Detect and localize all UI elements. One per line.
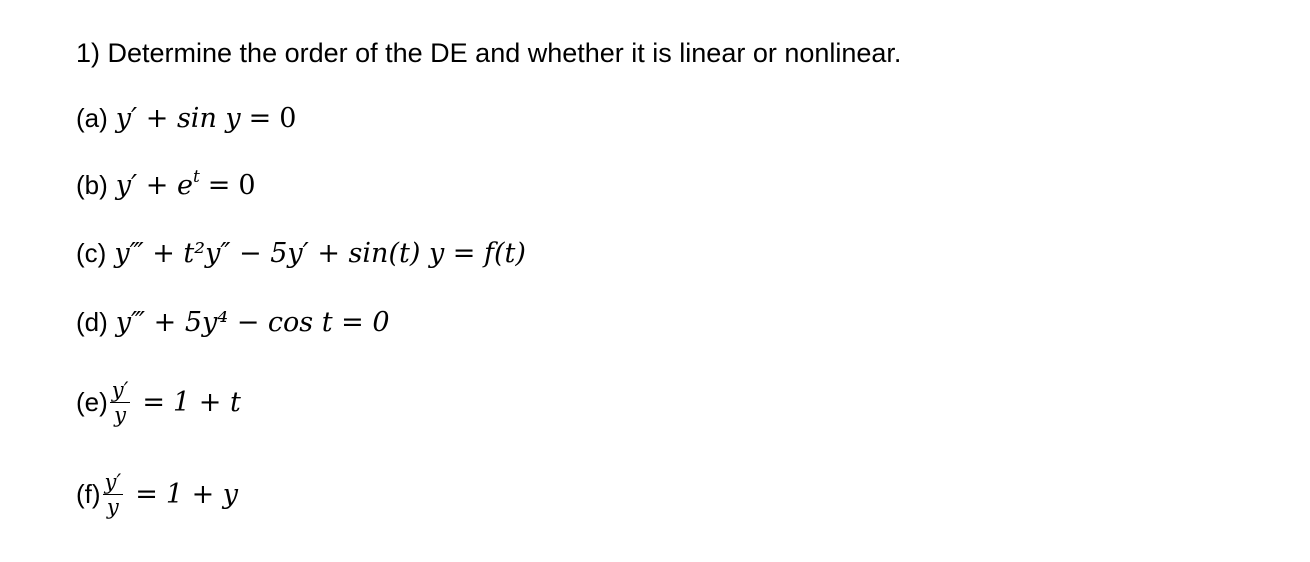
item-d-expression: y‴ + 5y⁴ − cos t = 0 [115, 307, 390, 338]
item-f [76, 470, 238, 519]
item-e-equals: = [142, 387, 166, 418]
item-d [76, 307, 390, 338]
item-f-equals: = [135, 479, 158, 510]
item-e-label: (e) [76, 387, 108, 417]
item-a [76, 103, 296, 134]
item-e-denominator: y [114, 403, 127, 427]
item-a-equation [116, 103, 297, 134]
item-d-equation [116, 307, 390, 338]
item-d-label: (d) [76, 307, 108, 337]
item-f-fraction [103, 470, 124, 519]
item-e-numerator: y′ [111, 378, 129, 402]
item-e [76, 378, 241, 427]
item-b-exponent: t [192, 167, 200, 187]
item-e-equation [134, 387, 240, 418]
item-f-denominator: y [106, 495, 119, 519]
item-e-rhs: 1 + t [173, 387, 241, 418]
item-a-equals: = [248, 103, 272, 134]
item-a-rhs: 0 [279, 103, 297, 134]
item-b-label: (b) [76, 170, 108, 200]
item-b-equals: = [207, 170, 231, 201]
item-f-label: (f) [76, 479, 101, 509]
item-c-label: (c) [76, 238, 107, 268]
item-e-fraction [110, 378, 131, 427]
item-c [76, 238, 526, 269]
item-b-lhs: y′ + e [115, 170, 193, 201]
item-f-numerator: y′ [104, 470, 122, 494]
item-a-lhs: y′ + sin y [115, 103, 241, 134]
item-c-equation [114, 238, 526, 269]
item-a-label: (a) [76, 103, 108, 133]
problem-heading: 1) Determine the order of the DE and whether it is linear or nonlinear. [76, 38, 902, 68]
item-f-equation [127, 479, 238, 510]
item-b [76, 167, 256, 201]
item-f-rhs: 1 + y [165, 479, 239, 510]
item-c-expression: y‴ + t²y″ − 5y′ + sin(t) y = f(t) [114, 238, 526, 269]
item-b-equation [115, 167, 256, 201]
item-b-rhs: 0 [238, 170, 256, 201]
